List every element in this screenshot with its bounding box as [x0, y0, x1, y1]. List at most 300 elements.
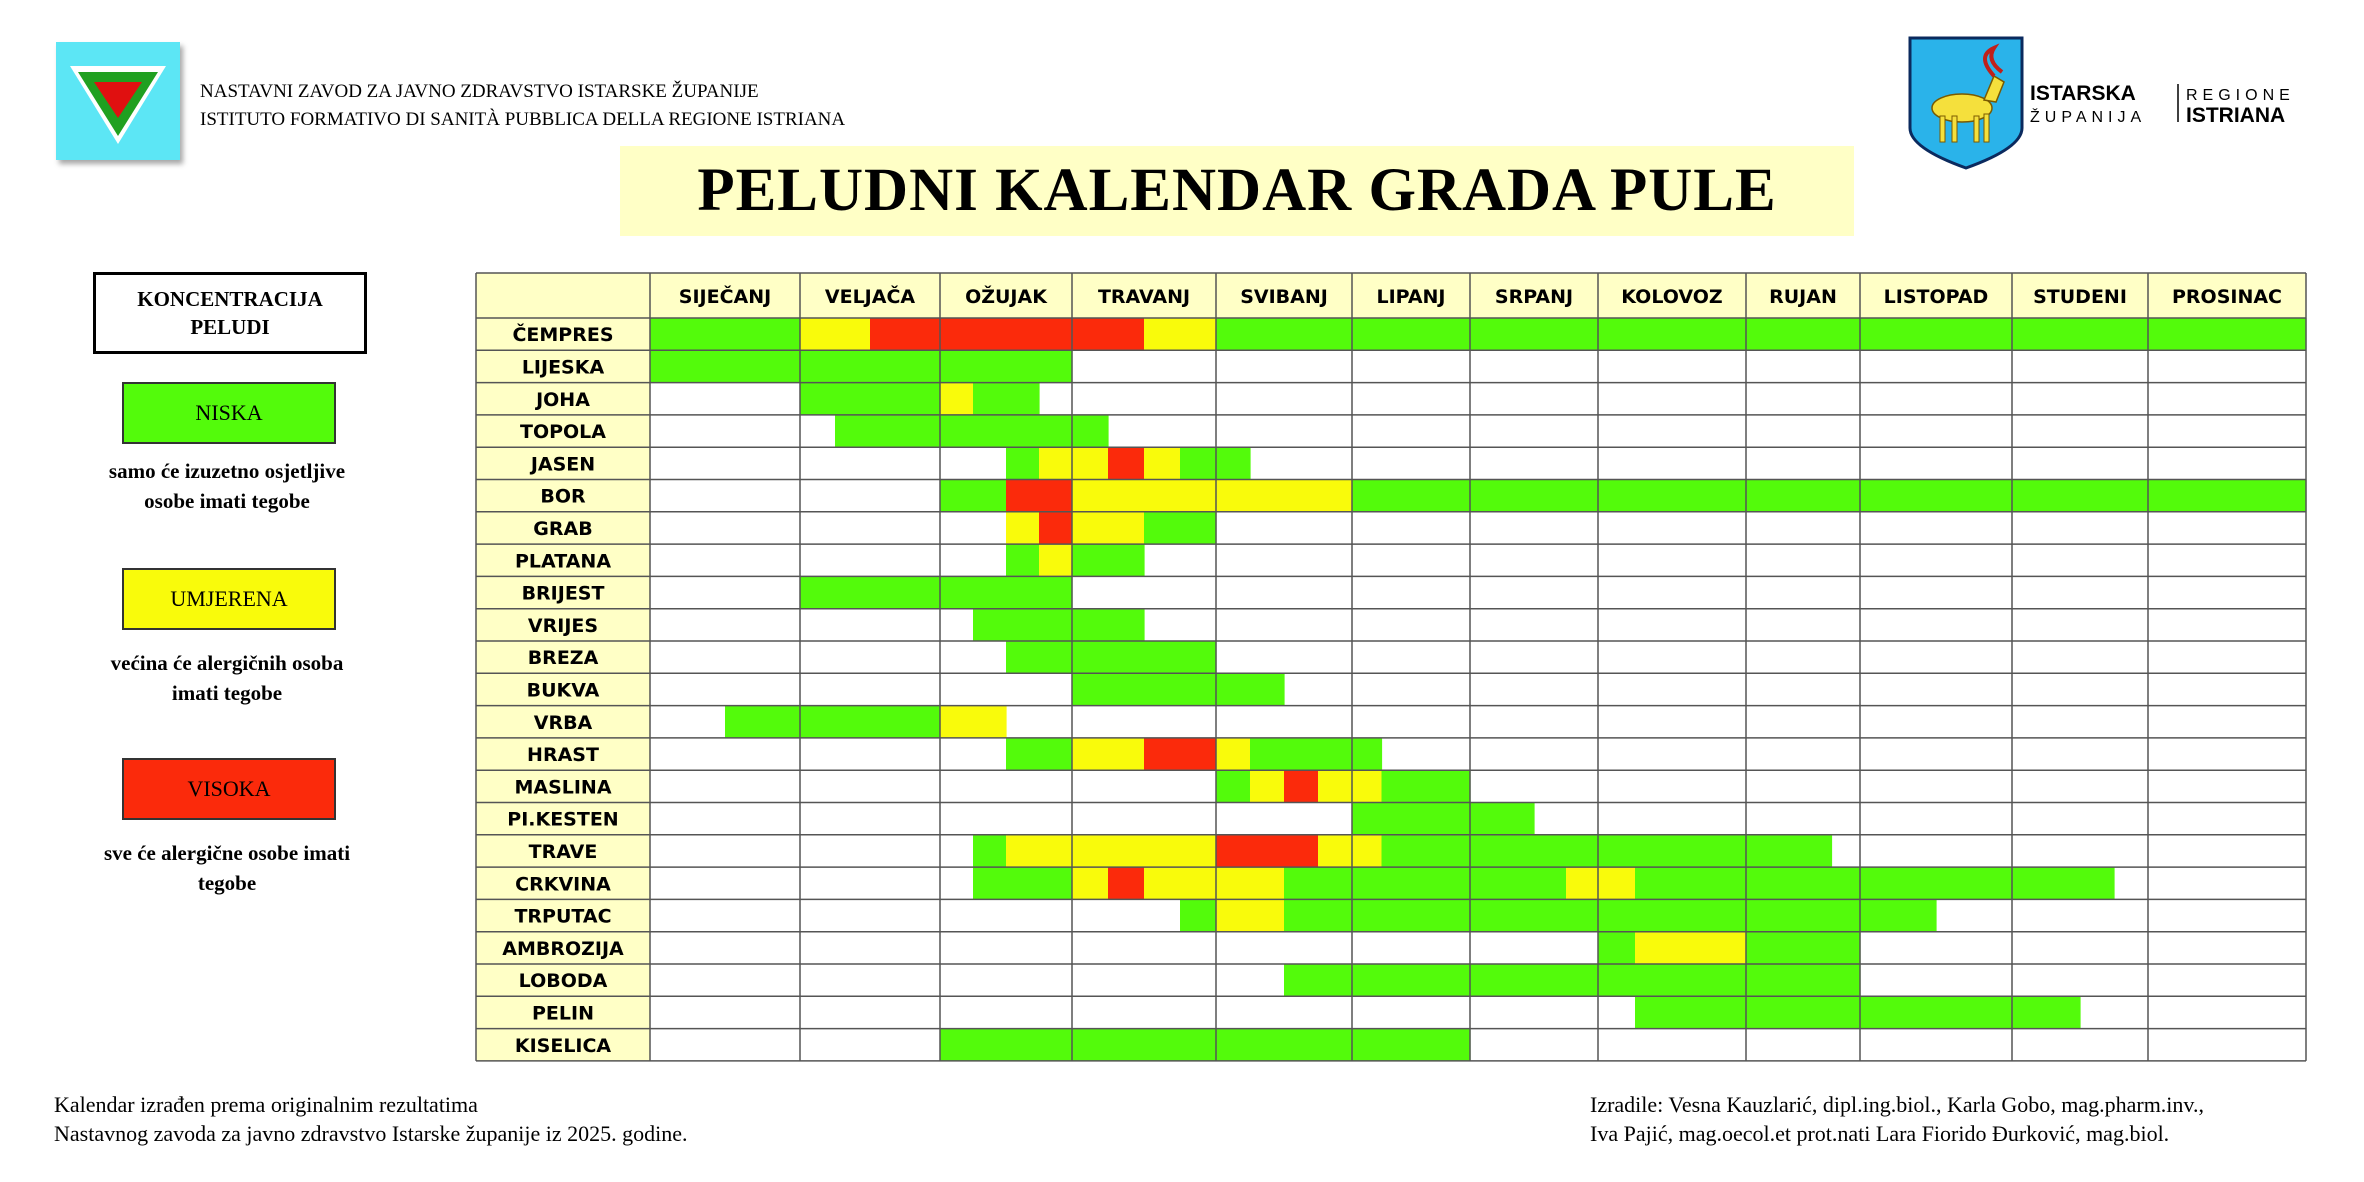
pollen-week-cell	[1352, 964, 1382, 996]
footer-source-line1: Kalendar izrađen prema originalnim rezultatima	[54, 1092, 478, 1117]
pollen-week-cell	[800, 706, 836, 738]
region-name-hr-bottom: ŽUPANIJA	[2030, 109, 2147, 126]
pollen-week-cell	[1039, 738, 1073, 770]
pollen-week-cell	[973, 835, 1007, 867]
pollen-week-cell	[1598, 899, 1636, 931]
pollen-week-cell	[1072, 867, 1109, 899]
pollen-week-cell	[1470, 899, 1503, 931]
pollen-week-cell	[2188, 480, 2228, 512]
pollen-week-cell	[800, 576, 836, 608]
pollen-week-cell	[1598, 318, 1636, 350]
pollen-week-cell	[2080, 318, 2115, 350]
pollen-week-cell	[1502, 318, 1535, 350]
pollen-week-cell	[1803, 835, 1832, 867]
pollen-week-cell	[1832, 932, 1861, 964]
month-label: VELJAČA	[824, 286, 916, 308]
pollen-week-cell	[1974, 996, 2013, 1028]
footer-authors	[1590, 1090, 2204, 1148]
pollen-week-cell	[1382, 1029, 1412, 1061]
pollen-week-cell	[2080, 867, 2115, 899]
pollen-week-cell	[835, 576, 871, 608]
pollen-week-cell	[1470, 803, 1503, 835]
pollen-week-cell	[1746, 480, 1775, 512]
pollen-week-cell	[1072, 673, 1109, 705]
pollen-week-cell	[1635, 964, 1673, 996]
pollen-week-cell	[2267, 480, 2307, 512]
region-name-it-bottom: ISTRIANA	[2186, 104, 2286, 126]
pollen-week-cell	[1006, 383, 1040, 415]
pollen-week-cell	[1470, 318, 1503, 350]
header-corner-cell	[476, 273, 650, 318]
plant-label: LIJESKA	[521, 356, 605, 379]
pollen-week-cell	[1441, 964, 1471, 996]
pollen-week-cell	[1352, 835, 1382, 867]
pollen-week-cell	[1775, 835, 1804, 867]
pollen-week-cell	[1775, 867, 1804, 899]
month-label: TRAVANJ	[1097, 286, 1191, 308]
pollen-week-cell	[905, 318, 941, 350]
pollen-week-cell	[1180, 447, 1217, 479]
pollen-week-cell	[1832, 480, 1861, 512]
pollen-week-cell	[1746, 867, 1775, 899]
institute-name-hr: NASTAVNI ZAVOD ZA JAVNO ZDRAVSTVO ISTARSKE ŽUPANIJE	[200, 81, 759, 102]
pollen-week-cell	[1284, 770, 1319, 802]
pollen-week-cell	[1411, 899, 1441, 931]
pollen-week-cell	[1250, 835, 1285, 867]
legend-label-moderate: UMJERENA	[170, 586, 288, 611]
pollen-week-cell	[2046, 996, 2081, 1028]
pollen-week-cell	[1216, 318, 1251, 350]
pollen-week-cell	[1441, 899, 1471, 931]
pollen-week-cell	[1284, 738, 1319, 770]
pollen-week-cell	[1352, 899, 1382, 931]
pollen-week-cell	[2148, 480, 2188, 512]
pollen-week-cell	[1775, 899, 1804, 931]
pollen-week-cell	[800, 318, 836, 350]
month-label: SIJEČANJ	[678, 286, 772, 308]
pollen-week-cell	[1039, 1029, 1073, 1061]
pollen-week-cell	[1898, 867, 1937, 899]
pollen-week-cell	[2227, 480, 2267, 512]
pollen-week-cell	[763, 350, 801, 382]
pollen-week-cell	[1382, 480, 1412, 512]
pollen-week-cell	[1470, 835, 1503, 867]
pollen-week-cell	[1441, 318, 1471, 350]
pollen-week-cell	[1180, 480, 1217, 512]
pollen-week-cell	[1470, 480, 1503, 512]
pollen-week-cell	[1072, 609, 1109, 641]
pollen-week-cell	[1775, 996, 1804, 1028]
plant-label: PI.KESTEN	[507, 808, 619, 831]
pollen-week-cell	[1382, 803, 1412, 835]
pollen-week-cell	[1411, 770, 1441, 802]
plant-label: AMBROZIJA	[502, 937, 624, 960]
pollen-week-cell	[1250, 673, 1285, 705]
pollen-week-cell	[1635, 318, 1673, 350]
plant-label: GRAB	[533, 517, 593, 540]
pollen-week-cell	[1672, 899, 1710, 931]
pollen-week-cell	[1860, 480, 1899, 512]
pollen-week-cell	[2114, 480, 2149, 512]
pollen-week-cell	[1039, 447, 1073, 479]
pollen-week-cell	[905, 350, 941, 382]
pollen-week-cell	[1072, 738, 1109, 770]
pollen-week-cell	[1709, 996, 1747, 1028]
pollen-week-cell	[1936, 996, 1975, 1028]
pollen-week-cell	[870, 383, 906, 415]
pollen-week-cell	[1039, 835, 1073, 867]
legend-desc-moderate-line1: većina će alergičnih osoba	[110, 651, 344, 675]
pollen-week-cell	[1144, 835, 1181, 867]
pollen-week-cell	[940, 318, 974, 350]
pollen-week-cell	[1318, 738, 1353, 770]
pollen-week-cell	[1775, 964, 1804, 996]
month-label: LIPANJ	[1376, 286, 1446, 308]
pollen-week-cell	[1006, 480, 1040, 512]
pollen-week-cell	[1898, 899, 1937, 931]
pollen-week-cell	[1352, 803, 1382, 835]
pollen-week-cell	[1534, 964, 1567, 996]
pollen-week-cell	[1072, 415, 1109, 447]
pollen-week-cell	[1284, 835, 1319, 867]
pollen-week-cell	[1382, 835, 1412, 867]
pollen-week-cell	[973, 576, 1007, 608]
pollen-week-cell	[1974, 480, 2013, 512]
pollen-week-cell	[1566, 318, 1599, 350]
pollen-week-cell	[1502, 867, 1535, 899]
pollen-week-cell	[1284, 899, 1319, 931]
legend-desc-moderate-line2: imati tegobe	[171, 681, 283, 705]
pollen-week-cell	[1039, 544, 1073, 576]
pollen-week-cell	[1180, 512, 1217, 544]
pollen-week-cell	[1006, 544, 1040, 576]
plant-label: BUKVA	[526, 679, 600, 702]
pollen-week-cell	[1250, 899, 1285, 931]
legend-label-high: VISOKA	[187, 776, 271, 801]
pollen-week-cell	[870, 318, 906, 350]
pollen-week-cell	[1598, 932, 1636, 964]
pollen-week-cell	[1144, 318, 1181, 350]
pollen-week-cell	[1411, 835, 1441, 867]
pollen-week-cell	[1318, 1029, 1353, 1061]
pollen-week-cell	[1860, 996, 1899, 1028]
pollen-week-cell	[1108, 641, 1145, 673]
page-title: PELUDNI KALENDAR GRADA PULE	[697, 157, 1777, 224]
pollen-week-cell	[1672, 996, 1710, 1028]
pollen-week-cell	[1382, 867, 1412, 899]
plant-label: HRAST	[527, 744, 599, 767]
plant-label: VRIJES	[527, 614, 599, 637]
pollen-week-cell	[1108, 609, 1145, 641]
pollen-week-cell	[1072, 544, 1109, 576]
plant-label: ČEMPRES	[512, 324, 614, 347]
pollen-week-cell	[1039, 609, 1073, 641]
pollen-week-cell	[1534, 899, 1567, 931]
pollen-week-cell	[2012, 867, 2047, 899]
pollen-week-cell	[1534, 867, 1567, 899]
pollen-week-cell	[940, 1029, 974, 1061]
pollen-week-cell	[835, 318, 871, 350]
pollen-week-cell	[1709, 964, 1747, 996]
pollen-week-cell	[1803, 318, 1832, 350]
pollen-week-cell	[1598, 480, 1636, 512]
plant-label: BREZA	[527, 647, 599, 670]
pollen-week-cell	[1775, 480, 1804, 512]
pollen-week-cell	[1709, 480, 1747, 512]
pollen-week-cell	[1108, 512, 1145, 544]
pollen-week-cell	[1803, 932, 1832, 964]
pollen-week-cell	[1072, 835, 1109, 867]
pollen-week-cell	[1441, 770, 1471, 802]
pollen-week-cell	[1672, 318, 1710, 350]
institute-name-it: ISTITUTO FORMATIVO DI SANITÀ PUBBLICA DELLA REGIONE ISTRIANA	[200, 109, 846, 130]
pollen-week-cell	[973, 415, 1007, 447]
pollen-week-cell	[1352, 867, 1382, 899]
pollen-week-cell	[1352, 480, 1382, 512]
plant-label: PELIN	[532, 1002, 594, 1025]
pollen-week-cell	[870, 415, 906, 447]
pollen-week-cell	[1635, 480, 1673, 512]
pollen-week-cell	[2080, 480, 2115, 512]
pollen-week-cell	[725, 318, 763, 350]
pollen-week-cell	[973, 609, 1007, 641]
pollen-week-cell	[1006, 641, 1040, 673]
pollen-week-cell	[2227, 318, 2267, 350]
pollen-week-cell	[1006, 415, 1040, 447]
pollen-week-cell	[1832, 996, 1861, 1028]
pollen-week-cell	[1216, 899, 1251, 931]
pollen-week-cell	[835, 415, 871, 447]
pollen-week-cell	[1635, 835, 1673, 867]
pollen-week-cell	[1180, 318, 1217, 350]
legend-desc-low-line1: samo će izuzetno osjetljive	[108, 459, 346, 483]
legend-desc-high-line2: tegobe	[197, 871, 257, 895]
pollen-week-cell	[1441, 480, 1471, 512]
pollen-week-cell	[2012, 480, 2047, 512]
pollen-week-cell	[1502, 835, 1535, 867]
pollen-week-cell	[1803, 899, 1832, 931]
pollen-week-cell	[1108, 738, 1145, 770]
pollen-week-cell	[1566, 964, 1599, 996]
pollen-week-cell	[1006, 318, 1040, 350]
legend-desc-high-line1: sve će alergične osobe imati	[103, 841, 351, 865]
pollen-week-cell	[1860, 867, 1899, 899]
pollen-week-cell	[1250, 738, 1285, 770]
plant-label: TOPOLA	[519, 421, 607, 444]
pollen-week-cell	[1746, 996, 1775, 1028]
pollen-week-cell	[1180, 641, 1217, 673]
pollen-week-cell	[1709, 318, 1747, 350]
pollen-week-cell	[1216, 447, 1251, 479]
pollen-week-cell	[1382, 964, 1412, 996]
pollen-week-cell	[1144, 447, 1181, 479]
pollen-week-cell	[1108, 544, 1145, 576]
pollen-week-cell	[1108, 318, 1145, 350]
plant-label: TRPUTAC	[514, 905, 612, 928]
pollen-week-cell	[1352, 1029, 1382, 1061]
pollen-week-cell	[1318, 835, 1353, 867]
pollen-week-cell	[2114, 318, 2149, 350]
pollen-week-cell	[1411, 318, 1441, 350]
pollen-week-cell	[1411, 867, 1441, 899]
pollen-week-cell	[1006, 609, 1040, 641]
pollen-week-cell	[1144, 867, 1181, 899]
pollen-week-cell	[1072, 318, 1109, 350]
pollen-week-cell	[1108, 835, 1145, 867]
footer-source-line2: Nastavnog zavoda za javno zdravstvo Istarske županije iz 2025. godine.	[54, 1121, 688, 1146]
pollen-week-cell	[1039, 867, 1073, 899]
plant-label: BOR	[540, 485, 586, 508]
pollen-week-cell	[1803, 964, 1832, 996]
pollen-week-cell	[1411, 480, 1441, 512]
pollen-week-cell	[1144, 480, 1181, 512]
plant-label: MASLINA	[514, 776, 612, 799]
pollen-week-cell	[1936, 480, 1975, 512]
pollen-week-cell	[1566, 480, 1599, 512]
pollen-week-cell	[1180, 867, 1217, 899]
pollen-week-cell	[2148, 318, 2188, 350]
pollen-week-cell	[1566, 867, 1599, 899]
pollen-week-cell	[1598, 964, 1636, 996]
pollen-week-cell	[835, 383, 871, 415]
pollen-week-cell	[725, 350, 763, 382]
pollen-week-cell	[1775, 318, 1804, 350]
pollen-week-cell	[1180, 835, 1217, 867]
pollen-week-cell	[1284, 964, 1319, 996]
pollen-week-cell	[1216, 673, 1251, 705]
pollen-week-cell	[1072, 447, 1109, 479]
plant-label: JOHA	[536, 388, 590, 411]
pollen-week-cell	[1470, 964, 1503, 996]
pollen-week-cell	[1180, 738, 1217, 770]
pollen-week-cell	[1108, 480, 1145, 512]
plant-label: PLATANA	[514, 550, 612, 573]
pollen-week-cell	[1144, 738, 1181, 770]
pollen-week-cell	[1411, 803, 1441, 835]
pollen-week-cell	[940, 415, 974, 447]
pollen-week-cell	[1534, 835, 1567, 867]
pollen-week-cell	[1250, 318, 1285, 350]
pollen-week-cell	[1250, 1029, 1285, 1061]
month-label: STUDENI	[2033, 286, 2127, 308]
pollen-week-cell	[1006, 350, 1040, 382]
pollen-week-cell	[1832, 899, 1861, 931]
pollen-week-cell	[1039, 480, 1073, 512]
pollen-week-cell	[1072, 480, 1109, 512]
legend-title-line2: PELUDI	[190, 315, 270, 339]
pollen-week-cell	[1352, 770, 1382, 802]
pollen-week-cell	[973, 1029, 1007, 1061]
legend-desc-low-line2: osobe imati tegobe	[144, 489, 310, 513]
pollen-week-cell	[1284, 480, 1319, 512]
pollen-week-cell	[1566, 835, 1599, 867]
pollen-week-cell	[835, 350, 871, 382]
pollen-week-cell	[1860, 318, 1899, 350]
pollen-week-cell	[763, 318, 801, 350]
pollen-week-cell	[1411, 1029, 1441, 1061]
pollen-week-cell	[1072, 512, 1109, 544]
pollen-week-cell	[1006, 512, 1040, 544]
pollen-week-cell	[1382, 770, 1412, 802]
pollen-week-cell	[1709, 867, 1747, 899]
pollen-week-cell	[1598, 867, 1636, 899]
pollen-week-cell	[2046, 867, 2081, 899]
pollen-week-cell	[1974, 867, 2013, 899]
pollen-week-cell	[940, 576, 974, 608]
pollen-week-cell	[1635, 996, 1673, 1028]
pollen-week-cell	[1898, 318, 1937, 350]
pollen-week-cell	[1352, 738, 1382, 770]
pollen-week-cell	[973, 383, 1007, 415]
pollen-week-cell	[1672, 867, 1710, 899]
pollen-week-cell	[1709, 899, 1747, 931]
pollen-week-cell	[1318, 964, 1353, 996]
pollen-week-cell	[973, 350, 1007, 382]
pollen-week-cell	[1746, 899, 1775, 931]
pollen-week-cell	[1318, 770, 1353, 802]
pollen-week-cell	[1974, 318, 2013, 350]
pollen-week-cell	[1250, 867, 1285, 899]
pollen-week-cell	[1898, 480, 1937, 512]
pollen-week-cell	[1534, 480, 1567, 512]
pollen-week-cell	[1250, 770, 1285, 802]
pollen-week-cell	[1898, 996, 1937, 1028]
pollen-week-cell	[1672, 964, 1710, 996]
month-label: PROSINAC	[2171, 286, 2283, 308]
pollen-week-cell	[1216, 835, 1251, 867]
pollen-week-cell	[1635, 867, 1673, 899]
footer-source	[54, 1090, 688, 1148]
pollen-week-cell	[1936, 867, 1975, 899]
pollen-week-cell	[835, 706, 871, 738]
pollen-week-cell	[1803, 480, 1832, 512]
pollen-week-cell	[1746, 318, 1775, 350]
pollen-week-cell	[870, 350, 906, 382]
pollen-week-cell	[725, 706, 763, 738]
pollen-week-cell	[1709, 932, 1747, 964]
pollen-week-cell	[1318, 899, 1353, 931]
pollen-week-cell	[1566, 899, 1599, 931]
pollen-week-cell	[1006, 867, 1040, 899]
pollen-week-cell	[1039, 641, 1073, 673]
pollen-week-cell	[1180, 673, 1217, 705]
pollen-week-cell	[940, 383, 974, 415]
pollen-week-cell	[2267, 318, 2307, 350]
plant-label: VRBA	[533, 711, 593, 734]
pollen-week-cell	[1006, 835, 1040, 867]
pollen-week-cell	[1072, 1029, 1109, 1061]
legend-label-low: NISKA	[195, 400, 263, 425]
pollen-week-cell	[1672, 480, 1710, 512]
pollen-week-cell	[1441, 835, 1471, 867]
pollen-week-cell	[1635, 899, 1673, 931]
pollen-week-cell	[940, 480, 974, 512]
pollen-week-cell	[1746, 964, 1775, 996]
pollen-week-cell	[1775, 932, 1804, 964]
pollen-week-cell	[1441, 1029, 1471, 1061]
pollen-week-cell	[905, 383, 941, 415]
pollen-week-cell	[1635, 932, 1673, 964]
region-name-it-top: REGIONE	[2186, 87, 2295, 104]
pollen-week-cell	[1318, 867, 1353, 899]
legend-title-line1: KONCENTRACIJA	[137, 287, 323, 311]
pollen-week-cell	[1250, 480, 1285, 512]
footer-authors-line1: Izradile: Vesna Kauzlarić, dipl.ing.biol., Karla Gobo, mag.pharm.inv.,	[1590, 1092, 2204, 1117]
pollen-week-cell	[1936, 318, 1975, 350]
pollen-week-cell	[1072, 641, 1109, 673]
pollen-week-cell	[800, 383, 836, 415]
pollen-week-cell	[1039, 318, 1073, 350]
